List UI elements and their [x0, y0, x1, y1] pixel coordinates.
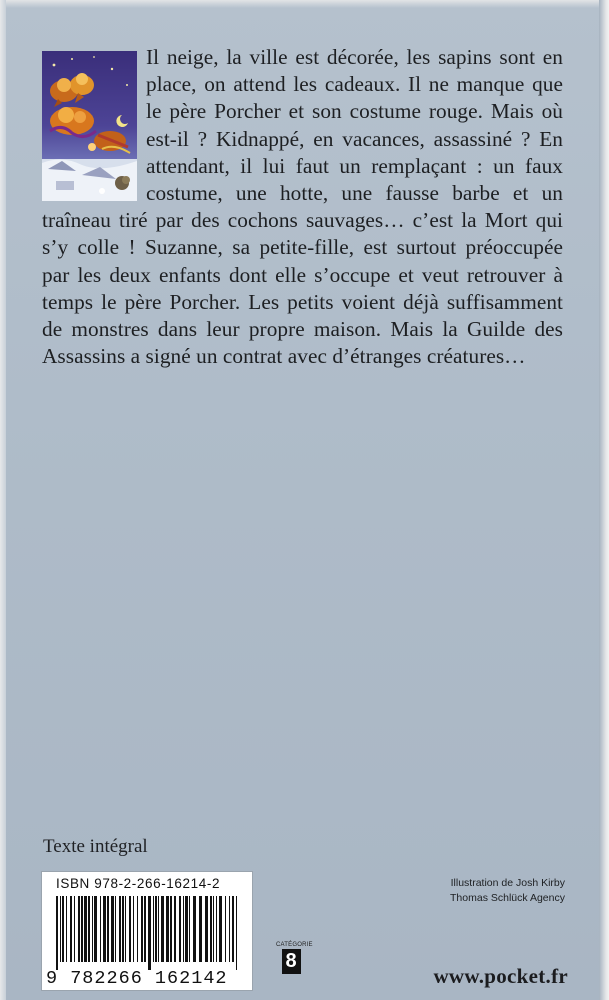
scan-edge-left: [0, 0, 6, 1000]
barcode-digits: 9 782266 162142: [46, 968, 228, 989]
category-label: CATÉGORIE: [276, 942, 313, 948]
scan-edge-top: [0, 0, 609, 8]
credits-block: [395, 876, 565, 906]
isbn-barcode: [41, 871, 253, 991]
unabridged-text-label: Texte intégral: [43, 836, 148, 857]
isbn-number: ISBN 978-2-266-16214-2: [56, 876, 221, 891]
illustration-credit: Illustration de Josh Kirby: [450, 877, 565, 889]
category-badge: [276, 942, 313, 974]
cover-blurb-text: Il neige, la ville est décorée, les sapins sont en place, on attend les cadeaux. Il ne manque que le père Porcher et son costume rouge. Mais où est-il ? Kidnappé, en vacances, assassiné ? En attendant, il lui faut un remplaçant : un faux costume, une hotte, une fausse barbe et un traîneau tiré par des cochons sauvages… c’est la Mort qui s’y colle ! Suzanne, sa petite-fille, est surtout préoccupée par les deux enfants dont elle s’occupe et veut retrouver à temps le père Porcher. Les petits voient déjà suffisamment de monstres dans leur propre maison. Mais la Guilde des Assassins a signé un contrat avec d’étranges créatures…: [42, 45, 563, 369]
blurb-illustration-spacer: [42, 44, 146, 207]
agency-credit: Thomas Schlück Agency: [450, 892, 565, 904]
scan-edge-right: [599, 0, 609, 1000]
category-number: 8: [282, 949, 301, 974]
publisher-website: www.pocket.fr: [433, 964, 568, 988]
barcode-bars-icon: [54, 896, 242, 970]
cover-blurb-paragraph: [42, 44, 563, 370]
